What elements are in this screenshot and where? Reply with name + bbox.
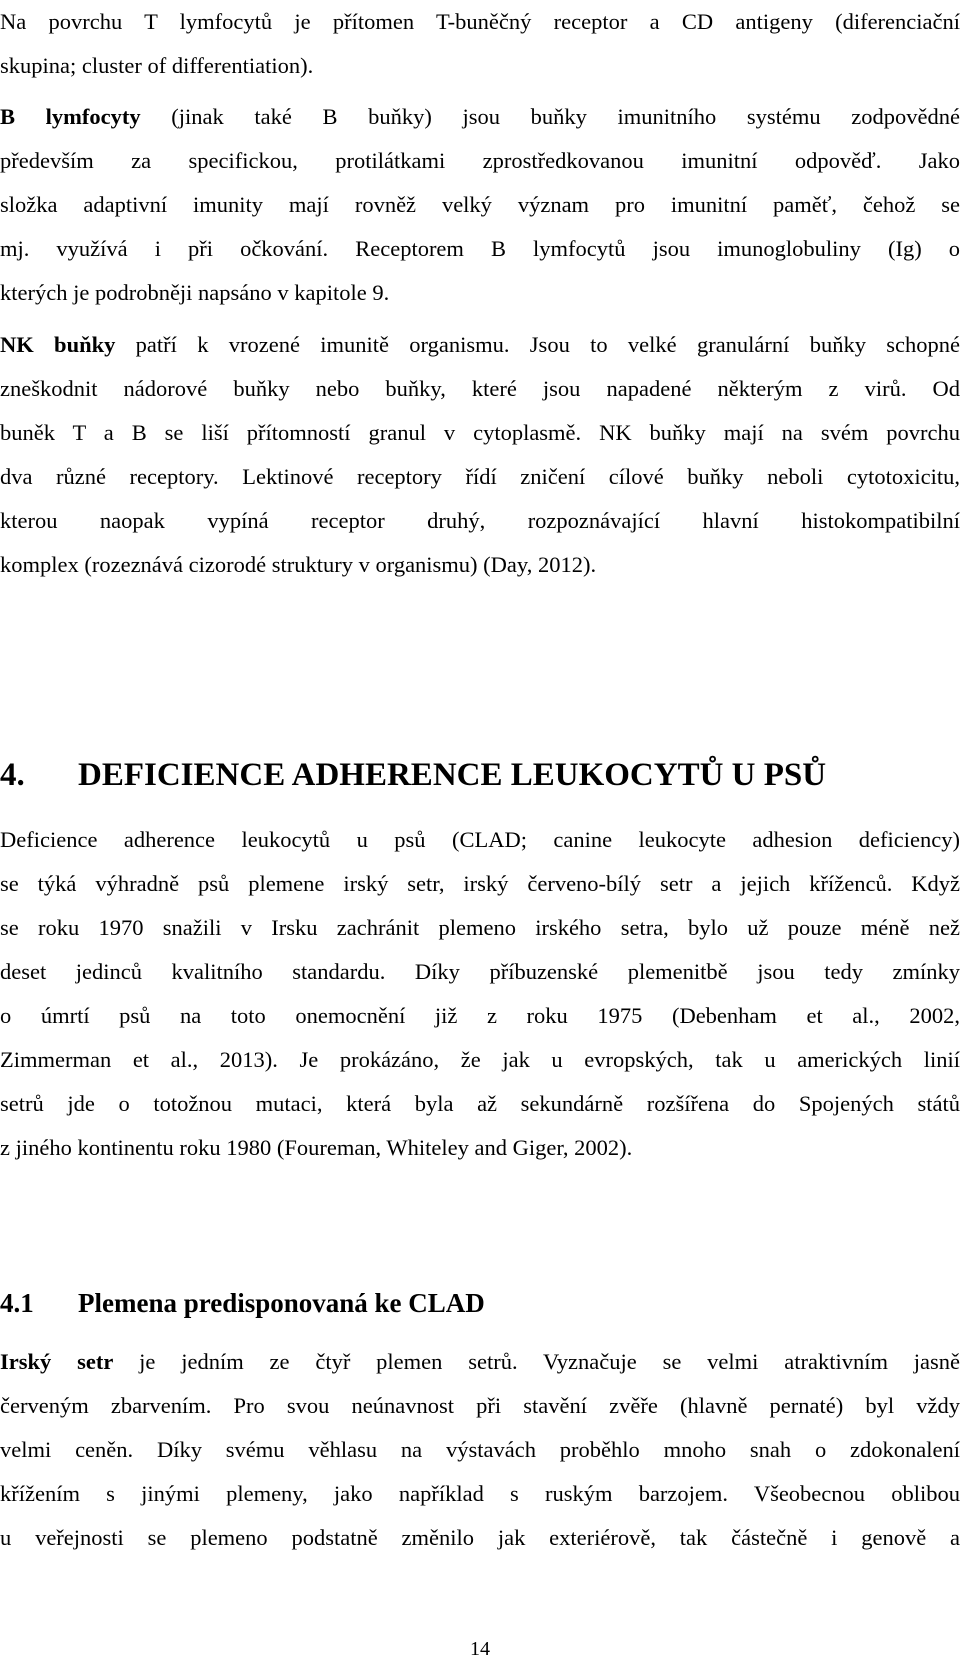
text-line: u veřejnosti se plemeno podstatně změnilo jak exteriérově, tak částečně i genově a [0, 1525, 960, 1550]
text-line: deset jedinců kvalitního standardu. Díky příbuzenské plemenitbě jsou tedy zmínky [0, 959, 960, 984]
text-run: (jinak také B buňky) jsou buňky imunitního systému zodpovědné [140, 104, 960, 129]
text-line [0, 1340, 960, 1384]
paragraph-clad-intro [0, 818, 960, 1170]
chapter-number: 4. [0, 757, 25, 793]
text-line: složka adaptivní imunity mají rovněž velký význam pro imunitní paměť, čehož se [0, 192, 960, 217]
bold-term: NK buňky [0, 332, 116, 357]
text-line: setrů jde o totožnou mutaci, která byla až sekundárně rozšířena do Spojených států [0, 1091, 960, 1116]
text-run: je jedním ze čtyř plemen setrů. Vyznačuje se velmi atraktivním jasně [113, 1349, 960, 1374]
text-line: mj. využívá i při očkování. Receptorem B lymfocytů jsou imunoglobuliny (Ig) o [0, 236, 960, 261]
section-title: Plemena predisponovaná ke CLAD [78, 1288, 485, 1318]
text-line: zneškodnit nádorové buňky nebo buňky, které jsou napadené některým z virů. Od [0, 376, 960, 401]
text-line: Zimmerman et al., 2013). Je prokázáno, že jak u evropských, tak u amerických linií [0, 1047, 960, 1072]
section-number: 4.1 [0, 1288, 34, 1318]
chapter-heading [0, 752, 960, 798]
bold-term: Irský setr [0, 1349, 114, 1374]
paragraph-b-lymphocytes [0, 95, 960, 315]
text-line: se roku 1970 snažili v Irsku zachránit plemeno irského setra, bylo už pouze méně než [0, 915, 960, 940]
text-line: kterou naopak vypíná receptor druhý, rozpoznávající hlavní histokompatibilní [0, 508, 960, 533]
text-line: křížením s jinými plemeny, jako například s ruským barzojem. Všeobecnou oblibou [0, 1481, 960, 1506]
paragraph-nk-cells [0, 323, 960, 587]
paragraph-irish-setter [0, 1340, 960, 1560]
text-line: dva různé receptory. Lektinové receptory řídí zničení cílové buňky neboli cytotoxicitu, [0, 464, 960, 489]
chapter-title: DEFICIENCE ADHERENCE LEUKOCYTŮ U PSŮ [78, 757, 827, 793]
text-line: velmi ceněn. Díky svému věhlasu na výstavách proběhlo mnoho snah o zdokonalení [0, 1437, 960, 1462]
text-line [0, 323, 960, 367]
text-line [0, 95, 960, 139]
text-line: především za specifickou, protilátkami zprostředkovanou imunitní odpověď. Jako [0, 148, 960, 173]
bold-term: B lymfocyty [0, 104, 141, 129]
text-line: z jiného kontinentu roku 1980 (Foureman, Whiteley and Giger, 2002). [0, 1135, 633, 1160]
text-line: kterých je podrobněji napsáno v kapitole 9. [0, 280, 390, 305]
text-line: komplex (rozeznává cizorodé struktury v organismu) (Day, 2012). [0, 552, 597, 577]
paragraph-t-lymphocytes [0, 0, 960, 88]
text-line: skupina; cluster of differentiation). [0, 53, 314, 78]
text-line: se týká výhradně psů plemene irský setr, irský červeno-bílý setr a jejich kříženců. Když [0, 871, 960, 896]
page-number: 14 [470, 1638, 490, 1660]
text-line: červeným zbarvením. Pro svou neúnavnost při stavění zvěře (hlavně pernaté) byl vždy [0, 1393, 960, 1418]
text-line: o úmrtí psů na toto onemocnění již z roku 1975 (Debenham et al., 2002, [0, 1003, 960, 1028]
text-line: Deficience adherence leukocytů u psů (CLAD; canine leukocyte adhesion deficiency) [0, 827, 960, 852]
section-heading [0, 1283, 960, 1323]
text-line: Na povrchu T lymfocytů je přítomen T-buněčný receptor a CD antigeny (diferenciační [0, 9, 960, 34]
text-run: patří k vrozené imunitě organismu. Jsou to velké granulární buňky schopné [115, 332, 960, 357]
text-line: buněk T a B se liší přítomností granul v cytoplasmě. NK buňky mají na svém povrchu [0, 420, 960, 445]
